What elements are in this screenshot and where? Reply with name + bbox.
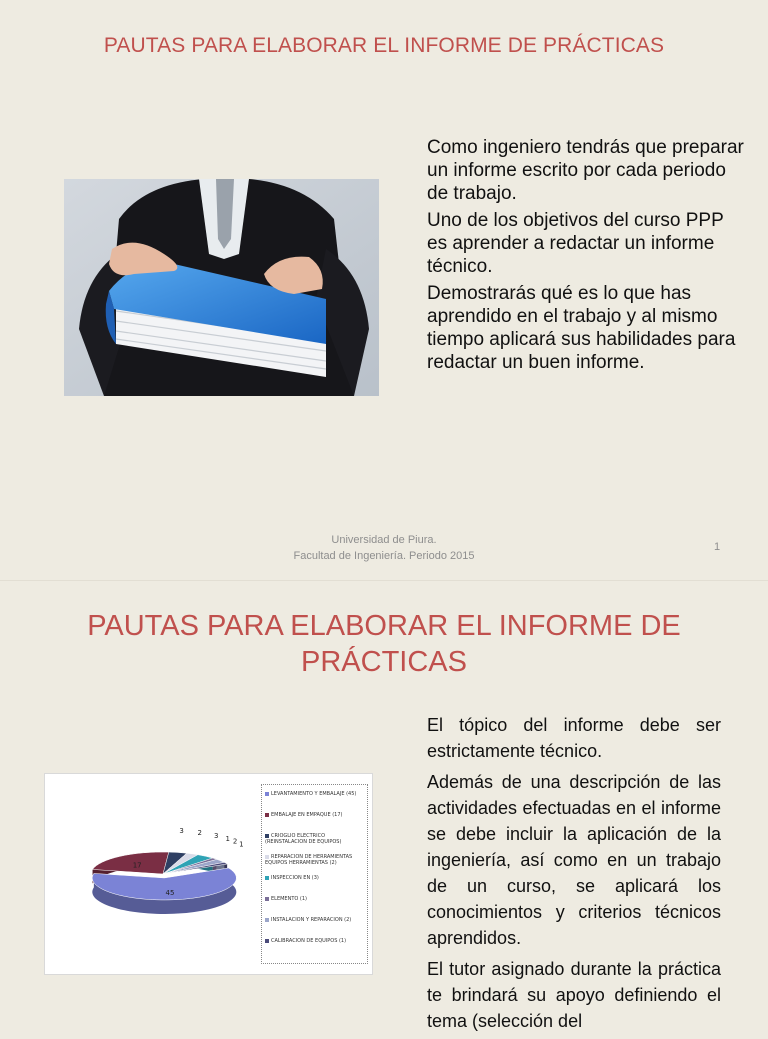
slide-footer	[234, 532, 534, 564]
legend-swatch	[265, 855, 269, 859]
legend-label: INSTALACION Y REPARACION (2)	[271, 917, 352, 923]
footer-university: Universidad de Piura.	[331, 534, 437, 546]
legend-swatch	[265, 939, 269, 943]
slide-1-paragraph: Como ingeniero tendrás que preparar un informe escrito por cada periodo de trabajo.	[427, 137, 744, 204]
legend-label: LEVANTAMIENTO Y EMBALAJE (45)	[271, 791, 357, 797]
pie-data-label: 17	[132, 861, 142, 870]
pie-data-label: 1	[225, 834, 230, 843]
pie-data-label: 45	[165, 889, 175, 898]
slide-1-paragraph: Uno de los objetivos del curso PPP es aprender a redactar un informe técnico.	[427, 210, 724, 277]
slide-1-title: PAUTAS PARA ELABORAR EL INFORME DE PRÁCTICAS	[103, 34, 665, 57]
slide-2-paragraph: El tutor asignado durante la práctica te brindará su apoyo definiendo el tema (selección del	[427, 959, 721, 1031]
pie-chart	[45, 774, 260, 974]
chart-legend	[261, 784, 368, 964]
slide-2-body	[427, 712, 721, 1039]
legend-entry	[265, 938, 365, 944]
legend-entry	[265, 833, 365, 845]
legend-swatch	[265, 792, 269, 796]
pie-data-label: 2	[232, 837, 238, 846]
legend-entry	[265, 917, 365, 923]
legend-swatch	[265, 834, 269, 838]
slide-2-title: PAUTAS PARA ELABORAR EL INFORME DE PRÁCTICAS	[87, 610, 681, 678]
legend-label: REPARACION DE HERRAMIENTAS EQUIPOS HERRAMIENTAS (2)	[265, 854, 353, 866]
binder-photo-illustration	[64, 179, 379, 396]
legend-entry	[265, 854, 365, 866]
legend-label: CRIOGLIO ELECTRICO (REINSTALACION DE EQUIPOS)	[265, 833, 342, 845]
page-number: 1	[714, 541, 721, 553]
slide-1-paragraph: Demostrarás qué es lo que has aprendido en el trabajo y al mismo tiempo aplicará sus habilidades para redactar un buen informe.	[427, 283, 736, 373]
legend-label: CALIBRACION DE EQUIPOS (1)	[271, 938, 347, 944]
footer-faculty: Facultad de Ingeniería. Periodo 2015	[293, 550, 475, 562]
legend-entry	[265, 791, 365, 797]
pie-data-label: 2	[197, 828, 202, 837]
legend-label: EMBALAJE EN EMPAQUE (17)	[271, 812, 343, 818]
pie-data-label: 1	[239, 840, 244, 849]
legend-label: ELEMENTO (1)	[271, 896, 307, 902]
binder-photo	[64, 179, 379, 396]
legend-swatch	[265, 876, 269, 880]
pie-data-label: 3	[179, 827, 184, 836]
pie-chart-figure	[44, 773, 373, 975]
legend-label: INSPECCION EN (3)	[271, 875, 319, 881]
legend-entry	[265, 812, 365, 818]
slide-1-body	[427, 136, 747, 378]
slide-2-paragraph: El tópico del informe debe ser estrictamente técnico.	[427, 715, 721, 761]
legend-swatch	[265, 813, 269, 817]
slide-2	[0, 580, 768, 1031]
pie-data-label: 3	[213, 831, 219, 840]
legend-swatch	[265, 897, 269, 901]
legend-entry	[265, 875, 365, 881]
slide-2-paragraph: Además de una descripción de las actividades efectuadas en el informe se debe incluir la aplicación de la ingeniería, así como en un trabajo de un curso, se aplicará los conocimientos y criterios técnicos aprendidos.	[427, 772, 721, 948]
legend-entry	[265, 896, 365, 902]
legend-swatch	[265, 918, 269, 922]
